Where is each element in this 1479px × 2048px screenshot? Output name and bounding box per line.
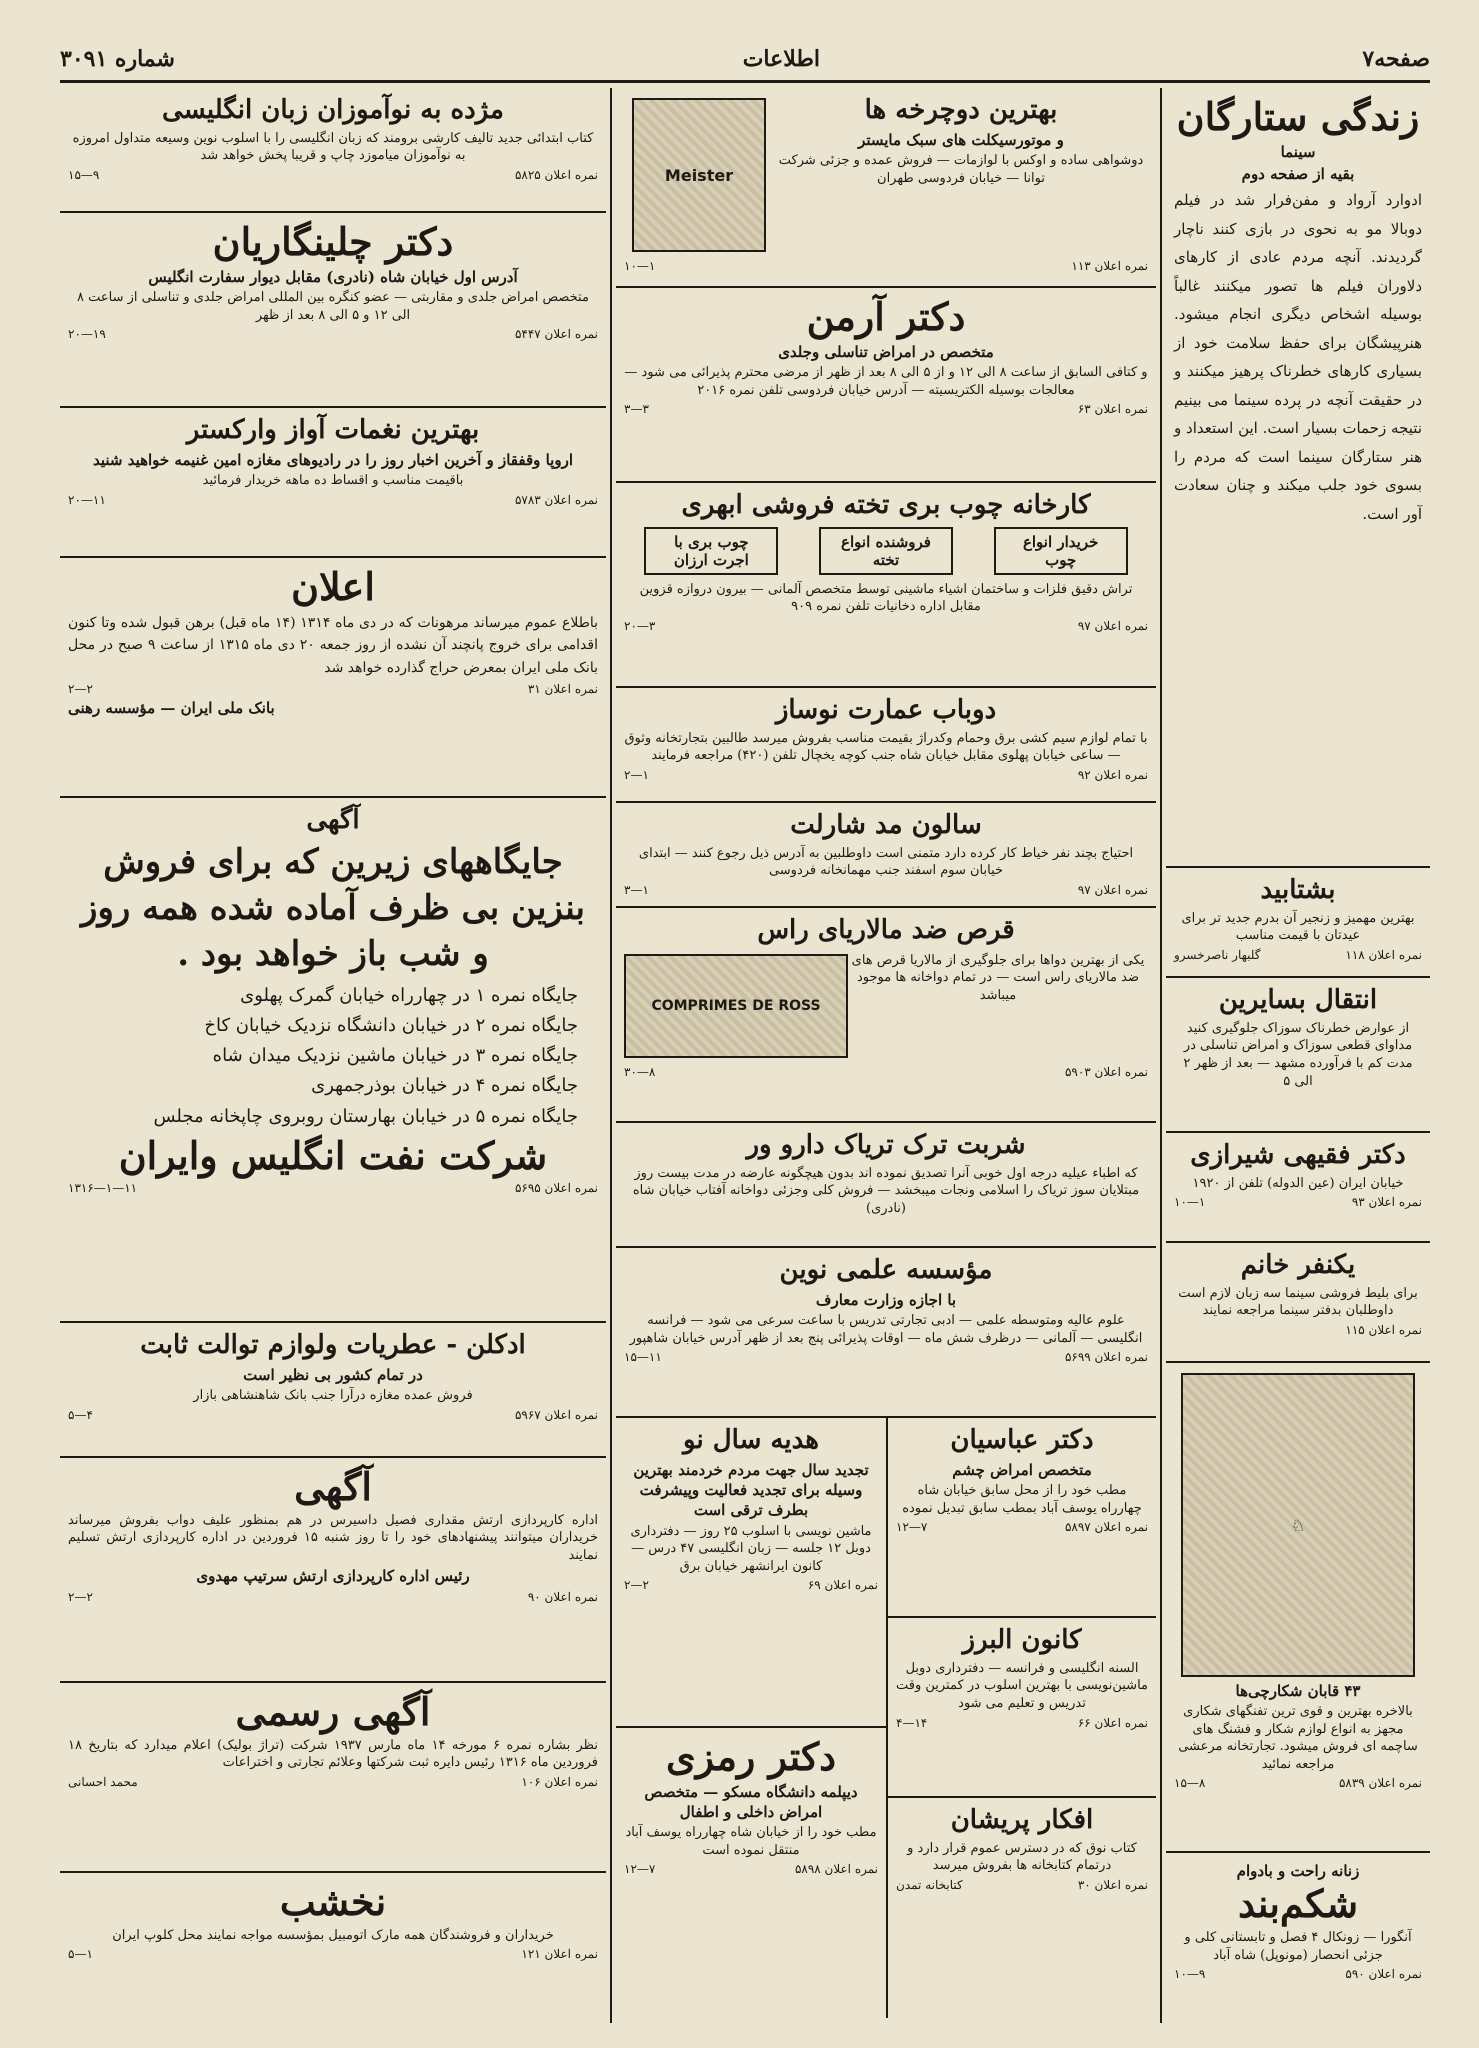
ad-headline: جایگاههای زیرین که برای فروش بنزین بی ظرف آماده شده همه روز و شب باز خواهد بود . (81, 841, 585, 974)
station-item: جایگاه نمره ۵ در خیابان بهارستان روبروی چاپخانه مجلس (153, 1105, 578, 1127)
column-divider (1160, 88, 1162, 2023)
ad-code: گلبهار ناصرخسرو (1174, 947, 1261, 962)
ad-signature: رئیس اداره کارپردازی ارتش سرتیپ مهدوی (196, 1567, 470, 1586)
ad-number: نمره اعلان ۹۷ (1077, 618, 1148, 633)
ad-dr-abbasian (888, 1418, 1156, 1618)
ad-body: السنه انگلیسی و فرانسه — دفترداری دوبل ماشین‌نویسی با بهترین اسلوب در کمترین وقت تدریس و تعلیم می شود (895, 1660, 1148, 1711)
ad-code: کتابخانه تمدن (896, 1877, 963, 1892)
ad-signature: بانک ملی ایران — مؤسسه رهنی (68, 698, 275, 717)
article-body: ادوارد آرواد و مفن‌فرار شد در فیلم دوبالا مو به نحوی در بازی کنند ناچار گردیدند. آنچه مردم عادی از کارهای دلاوران فیلم ها تصور میکنند غالباً بوسیله اشخاص دیگری انجام میشود. هنرپیشگان برای حفظ سلامت خود از بسیاری کارهای خطرناک پرهیز میکنند و در حقیقت آنچه در پرده سینما می بینیم نتیجه زحمات بسیار است. این استعداد و هنر ستارگان سینما است که مردم را بسوی خود جلب میکند و چنان سعادت آور است. (1174, 191, 1422, 523)
ad-body: بالاخره بهترین و قوی ترین تفنگهای شکاری مجهز به انواع لوازم شکار و فشنگ های ساچمه ای فروش میشود. تجارتخانه مرعشی مراجعه نمائید (1178, 1704, 1418, 1772)
ad-lady-wanted (1166, 1243, 1430, 1363)
image-caption: ۴۳ قابان شکارچی‌ها (1235, 1682, 1361, 1700)
ad-body: اداره کارپردازی ارتش مقداری فصیل داسیرس در هم بمنظور علیف دواب بفروش میرساند خریداران میتوانند پیشنهادهای خود را تا روز شنبه ۱۵ فروردین در اداره کارپردازی ارتش تسلیم نمایند (68, 1512, 598, 1563)
ad-bicycles (616, 88, 1156, 288)
ad-number: نمره اعلان ۵۹۰ (1345, 1967, 1422, 1982)
ad-code: ۲—۲ (68, 1589, 93, 1604)
header-rule (60, 80, 1430, 83)
ad-subtitle: با اجازه وزارت معارف (815, 1290, 957, 1309)
ad-code: ۲—۲ (624, 1578, 649, 1593)
ad-body: که اطباء عیلیه درجه اول خوبی آنرا تصدیق نموده اند بدون هیچگونه عارضه در مدت بیست روز مبتلایان سوز تریاک را اسلامی ونجات میبخشد — فروش کلی وجزئی دواخانه آفتاب خیابان شاه (نادری) (632, 1165, 1140, 1216)
ad-subtitle: و موتورسیکلت های سبک مایستر (858, 130, 1064, 149)
ad-body: علوم عالیه ومتوسطه علمی — ادبی تجارتی تدریس با ساعت سرعی می شود — فرانسه انگلیسی — آلمانی — درظرف شش ماه — اوقات پذیرائی پنج بعد از ظهر آدرس خیابان شاهپور (629, 1313, 1143, 1346)
ad-number: نمره اعلان ۶۹ (807, 1578, 878, 1593)
ad-transmission (1166, 978, 1430, 1133)
ad-code: ۱—۱۰ (624, 259, 656, 273)
ad-title: نخشب (279, 1879, 387, 1924)
service-box: خریدار انواع چوب (994, 527, 1128, 575)
ad-army-procurement (60, 1458, 606, 1683)
ad-number: نمره اعلان ۹۲ (1077, 767, 1148, 782)
ad-title: مژده به نوآموزان زبان انگلیسی (162, 95, 504, 125)
ad-new-year-gift (616, 1418, 886, 1728)
ad-number: نمره اعلان ۱۲۱ (521, 1947, 598, 1962)
middle-left-sub (616, 1418, 886, 2018)
ad-body: مطب خود را از خیابان شاه چهارراه یوسف آباد منتقل نموده است (625, 1825, 877, 1858)
station-item: جایگاه نمره ۴ در خیابان بوذرجمهری (311, 1075, 578, 1097)
ad-code: ۴—۵ (68, 1407, 93, 1422)
ad-title: افکار پریشان (950, 1805, 1094, 1835)
ad-body: فروش عمده مغازه درآرا جنب بانک شاهنشاهی بازار (193, 1388, 473, 1404)
ad-hurry (1166, 868, 1430, 978)
ad-title: هدیه سال نو (683, 1425, 819, 1455)
ad-dr-ramzi (616, 1728, 886, 2018)
issue-number: شماره ۳۰۹۱ (60, 46, 175, 72)
ad-body: کتاب ابتدائی جدید تالیف کارشی برومند که زبان انگلیسی را با اسلوب نوین وسیعه متداول امروزه به نوآموزان میاموزد چاپ و قریبا پخش خواهد شد (72, 130, 594, 164)
ad-title: دکتر آرمن (806, 294, 966, 339)
ad-code: ۱۱—۱—۱۳۱۶ (68, 1180, 138, 1195)
ad-body: احتیاج بچند نفر خیاط کار کرده دارد متمنی است داوطلبین به آدرس ذیل رجوع کنند — ابتدای خیابان سوم اسفند جنب مهمانخانه فردوسی (638, 845, 1134, 879)
ad-number: نمره اعلان ۵۸۹۷ (1064, 1520, 1148, 1535)
article-stars-life (1166, 88, 1430, 868)
ad-english-book (60, 88, 606, 213)
ad-code: ۹—۱۰ (1174, 1967, 1206, 1982)
ad-title: دکتر چلینگاریان (212, 219, 454, 264)
company-name: شرکت نفت انگلیس وایران (118, 1133, 548, 1179)
ad-title: بهترین نغمات آواز وارکستر (186, 415, 480, 445)
ad-body: خیابان ایران (عین الدوله) تلفن از ۱۹۲۰ (1192, 1175, 1404, 1191)
ad-novin-institute (616, 1248, 1156, 1418)
ad-title: آگهی رسمی (235, 1689, 431, 1734)
column-divider (610, 88, 612, 2023)
ad-code: ۷—۱۲ (624, 1862, 656, 1877)
ad-body: آنگورا — زونکال ۴ فصل و تابستانی کلی و جزئی انحصار (مونوپل) شاه آباد (1184, 1930, 1412, 1963)
ad-code: ۳—۲۰ (624, 618, 656, 633)
ad-title: دکتر عباسیان (950, 1425, 1094, 1455)
ad-number: نمره اعلان ۱۰۶ (521, 1774, 598, 1789)
ad-body: با تمام لوازم سیم کشی برق وحمام وکدراژ بقیمت مناسب بفروش میرسد طالبین بتجارتخانه وثوق — ساعی خیابان پهلوی مقابل خیابان شاه جنب کوچه یخچال تلفن (۴۲۰) مراجعه فرمایند (624, 730, 1148, 764)
ad-code: ۱۱—۲۰ (68, 492, 106, 507)
ad-number: نمره اعلان ۱۱۵ (1345, 1322, 1422, 1337)
ad-code: ۱—۱۰ (1174, 1195, 1206, 1210)
ad-nakhshab (60, 1873, 606, 2023)
ad-cologne (60, 1323, 606, 1458)
station-item: جایگاه نمره ۱ در چهارراه خیابان گمرک پهلوی (240, 984, 578, 1006)
ad-subtitle: زنانه راحت و بادوام (1236, 1862, 1360, 1880)
ad-code: ۱—۲ (624, 767, 649, 782)
ad-title: یکنفر خانم (1240, 1250, 1356, 1280)
station-item: جایگاه نمره ۳ در خیابان ماشین نزدیک میدان شاه (212, 1045, 578, 1067)
ad-number: نمره اعلان ۵۹۰۳ (1064, 1064, 1148, 1079)
ad-title: قرص ضد مالاریای راس (757, 915, 1015, 945)
ad-subtitle: سینما (1280, 142, 1316, 161)
ad-title: آگهی (294, 1464, 372, 1509)
ad-subtitle: آدرس اول خیابان شاه (نادری) مقابل دیوار سفارت انگلیس (148, 267, 518, 286)
ad-code: ۱—۳ (624, 882, 649, 897)
ad-number: نمره اعلان ۶۳ (1077, 402, 1148, 417)
ad-official-notice (60, 1683, 606, 1873)
ad-body: کتاب نوق که در دسترس عموم قرار دارد و درتمام کتابخانه ها بفروش میرسد (907, 1840, 1137, 1874)
ad-title: دکتر رمزی (665, 1734, 837, 1779)
ad-sawmill (616, 483, 1156, 688)
ad-subtitle: متخصص در امراض تناسلی وجلدی (778, 342, 994, 361)
ad-dr-armen (616, 288, 1156, 483)
ad-subtitle: متخصص امراض چشم (952, 1460, 1092, 1479)
continued-note: بقیه از صفحه دوم (1241, 165, 1355, 184)
ad-number: نمره اعلان ۵۷۸۳ (514, 492, 598, 507)
service-box: چوب بری با اجرت ارزان (644, 527, 778, 575)
ad-body: تراش دقیق فلزات و ساختمان اشیاء ماشینی توسط متخصص آلمانی — بیرون دروازه قزوین مقابل اداره دخانیات تلفن نمره ۹۰۹ (639, 581, 1133, 615)
ad-afkar (888, 1798, 1156, 2018)
ad-code: ۸—۳۰ (624, 1064, 656, 1079)
page-number: صفحه۷ (1362, 46, 1430, 72)
ad-body: باقیمت مناسب و اقساط ده ماهه خریدار فرمائید (202, 473, 464, 489)
ad-radio-music (60, 408, 606, 558)
ad-body: باطلاع عموم میرساند مرهونات که در دی ماه ۱۳۱۴ (۱۴ ماه قبل) برهن قبول شده وتا کنون اقدامی برای خروج پانچند آن نشده از روز جمعه ۲۰ دی ماه ۱۳۱۵ از ساعت ۹ صبح در محل بانک ملی ایران بمعرض حراج گذارده خواهد شد (68, 614, 598, 676)
ad-code: ۱۱—۱۵ (624, 1350, 662, 1365)
ad-title: بشتابید (1260, 875, 1336, 905)
ad-number: نمره اعلان ۹۳ (1351, 1195, 1422, 1210)
ad-new-buildings (616, 688, 1156, 803)
ad-body: ماشین نویسی با اسلوب ۲۵ روز — دفترداری دوبل ۱۲ جلسه — زبان انگلیسی ۴۷ درس — کانون ایرانشهر خیابان برق (630, 1523, 872, 1574)
ad-number: نمره اعلان ۱۱۳ (1071, 259, 1148, 273)
middle-right-sub (886, 1418, 1156, 2018)
ad-number: نمره اعلان ۹۷ (1077, 882, 1148, 897)
middle-split (616, 1418, 1156, 2018)
ad-title: اعلان (291, 564, 375, 609)
ad-body: بهترین مهمیز و زنجیر آن بدرم جدید تر برای عیدتان با قیمت مناسب (1181, 910, 1415, 944)
ad-opium-syrup (616, 1123, 1156, 1248)
station-item: جایگاه نمره ۲ در خیابان دانشگاه نزدیک خیابان کاخ (204, 1014, 578, 1036)
ad-title: آگهی (306, 805, 360, 835)
ad-code: ۱۹—۲۰ (68, 327, 106, 342)
ad-body: یکی از بهترین دواها برای جلوگیری از مالاریا قرص های ضد مالاریای راس است — در تمام دواخانه ها موجود میباشد (851, 952, 1145, 1003)
ad-alborz (888, 1618, 1156, 1798)
ad-body: از عوارض خطرناک سوزاک جلوگیری کنید مداوای قطعی سوزاک و امراض تناسلی در مدت کم با فرآورده مشهد — بعد از ظهر ۲ الی ۵ (1183, 1020, 1413, 1089)
ad-signature: محمد احسانی (68, 1774, 138, 1789)
left-column (60, 88, 606, 2023)
ad-bank-auction (60, 558, 606, 798)
ad-number: نمره اعلان ۵۹۶۷ (514, 1407, 598, 1422)
ad-subtitle: اروپا وقفقاز و آخرین اخبار روز را در رادیوهای مغازه امین غنیمه خواهید شنید (92, 450, 574, 469)
ad-dr-faghihi (1166, 1133, 1430, 1243)
ad-title: ادکلن - عطریات ولوازم توالت ثابت (140, 1330, 526, 1360)
ad-number: نمره اعلان ۹۰ (527, 1589, 598, 1604)
ad-dr-chelingarian (60, 213, 606, 408)
ad-title: کانون البرز (962, 1625, 1082, 1655)
ad-body: خریداران و فروشندگان همه مارک اتومبیل بمؤسسه مواجه نمایند محل کلوپ ایران (112, 1927, 554, 1943)
ad-body: نظر بشاره نمره ۶ مورخه ۱۴ ماه مارس ۱۹۳۷ شرکت (تراژ بولیک) اعلام میدارد که بتاریخ ۱۸ فروردین ماه ۱۳۱۶ رئیس دایره ثبت شرکتها وعلائم تجارتی و اختراعات (68, 1737, 598, 1771)
ad-code: ۷—۱۲ (896, 1520, 928, 1535)
ad-salon-charlotte (616, 803, 1156, 908)
ad-hunting-rifles (1166, 1363, 1430, 1853)
ad-number: نمره اعلان ۵۸۹۸ (794, 1862, 878, 1877)
ad-body: دوشواهی ساده و اوکس با لوازمات — فروش عمده و جزئی شرکت توانا — خیابان فردوسی طهران (778, 153, 1144, 186)
ad-title: دوباب عمارت نوساز (775, 695, 997, 725)
ad-title: زندگی ستارگان (1176, 94, 1420, 139)
ad-body: برای بلیط فروشی سینما سه زبان لازم است داوطلبان بدفتر سینما مراجعه نمایند (1178, 1285, 1418, 1319)
ad-code: ۲—۲ (68, 681, 93, 696)
ad-title: کارخانه چوب بری تخته فروشی ابهری (681, 490, 1091, 520)
ad-ross-pills (616, 908, 1156, 1123)
page-header (60, 46, 1430, 78)
ad-petrol-stations (60, 798, 606, 1323)
ad-code: ۹—۱۵ (68, 167, 100, 182)
ad-title: انتقال بسایرین (1218, 985, 1378, 1015)
ad-code: ۱۴—۴ (896, 1715, 928, 1730)
right-column (1166, 88, 1430, 2023)
ad-number: نمره اعلان ۵۸۲۵ (514, 167, 598, 182)
ad-code: ۳—۳ (624, 402, 649, 417)
ad-body: مطب خود را از محل سابق خیابان شاه چهارراه یوسف آباد بمطب سابق تبدیل نموده (902, 1483, 1142, 1516)
middle-column (616, 88, 1156, 2023)
ad-title: بهترین دوچرخه ها (864, 95, 1058, 125)
ad-number: نمره اعلان ۳۱ (527, 681, 598, 696)
ad-title: شکم‌بند (1237, 1881, 1359, 1927)
ad-number: نمره اعلان ۶۶ (1077, 1715, 1148, 1730)
ad-body: متخصص امراض جلدی و مقاربتی — عضو کنگره بین المللی امراض جلدی و تناسلی از ساعت ۸ الی ۱۲ و ۵ الی ۸ بعد از ظهر (77, 290, 589, 323)
ad-subtitle: در تمام کشور بی نظیر است (243, 1365, 423, 1384)
service-box: فروشنده انواع تخته (819, 527, 953, 575)
ad-number: نمره اعلان ۵۶۹۵ (514, 1180, 598, 1195)
ad-code: ۱—۵ (68, 1947, 93, 1962)
ad-code: ۸—۱۵ (1174, 1776, 1206, 1791)
ad-title: دکتر فقیهی شیرازی (1190, 1140, 1406, 1170)
ad-title: سالون مد شارلت (790, 810, 982, 840)
newspaper-name: اطلاعات (742, 46, 820, 72)
ad-number: نمره اعلان ۵۴۴۷ (514, 327, 598, 342)
ad-title: شربت ترک تریاک دارو ور (746, 1130, 1026, 1160)
ad-subtitle: تجدید سال جهت مردم خردمند بهترین وسیله برای تجدید فعالیت وپیشرفت بطرف ترقی است (633, 1460, 869, 1520)
ad-number: نمره اعلان ۱۱۸ (1345, 947, 1422, 962)
ad-corset (1166, 1853, 1430, 2023)
ross-pill-tube: COMPRIMES DE ROSS (624, 954, 848, 1058)
ad-number: نمره اعلان ۳۰ (1077, 1877, 1148, 1892)
ad-title: مؤسسه علمی نوین (779, 1255, 993, 1285)
hunter-illustration: ♘ (1181, 1373, 1415, 1677)
ad-body: و کتافی السابق از ساعت ۸ الی ۱۲ و از ۵ الی ۸ بعد از ظهر از مرضی محترم پذیرائی می شود — معالجات بوسیله الکتریسیته — آدرس خیابان فردوسی تلفن نمره ۲۰۱۶ (624, 365, 1148, 398)
ad-subtitle: دیپلمه دانشگاه مسکو — متخصص امراض داخلی و اطفال (644, 1782, 858, 1822)
meister-logo: Meister (632, 98, 766, 252)
ad-number: نمره اعلان ۵۸۳۹ (1338, 1776, 1422, 1791)
ad-number: نمره اعلان ۵۶۹۹ (1064, 1350, 1148, 1365)
